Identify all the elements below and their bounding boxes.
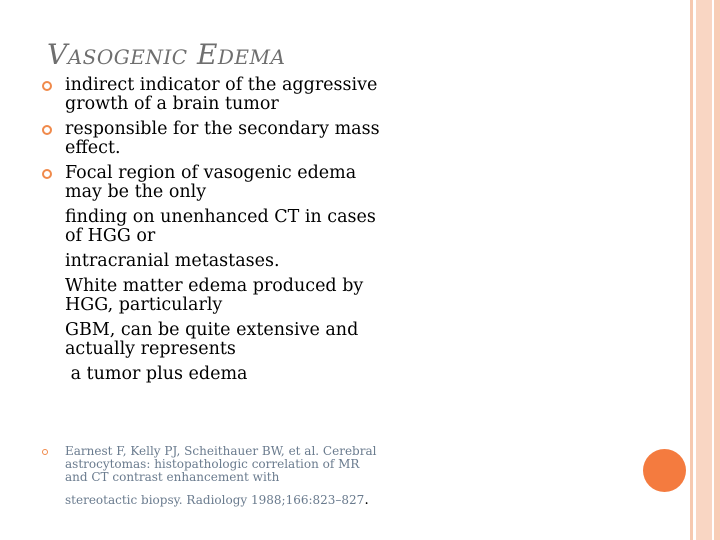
decorative-stripe-middle (696, 0, 712, 540)
bullet-text: indirect indicator of the aggressive growth of a brain tumor (65, 75, 378, 114)
continuation-line: a tumor plus edema (65, 364, 248, 384)
bullet-text: Focal region of vasogenic edema may be the only (65, 163, 357, 202)
circle-bullet-icon (42, 81, 52, 91)
continuation-line: finding on unenhanced CT in cases of HGG or (65, 207, 376, 246)
continuation-line: White matter edema produced by HGG, particularly (65, 276, 364, 315)
bullet-item (40, 164, 380, 202)
bullet-item (40, 76, 380, 114)
decorative-stripe-right (714, 0, 720, 540)
reference-continuation (40, 494, 380, 507)
reference-text-2: stereotactic biopsy. Radiology 1988;166:823–827 (65, 493, 365, 507)
decorative-circle (643, 449, 686, 492)
reference-period: . (364, 492, 369, 508)
circle-bullet-icon (42, 449, 48, 455)
continuation-line: intracranial metastases. (65, 251, 280, 271)
slide-title: Vasogenic Edema (47, 38, 286, 71)
circle-bullet-icon (42, 125, 52, 135)
slide-body (40, 76, 380, 390)
circle-bullet-icon (42, 169, 52, 179)
reference-block (40, 445, 380, 513)
decorative-stripe-left (690, 0, 693, 540)
continuation-line: GBM, can be quite extensive and actually represents (65, 320, 359, 359)
reference-text: Earnest F, Kelly PJ, Scheithauer BW, et al. Cerebral astrocytomas: histopathologic correlation of MR and CT contrast enhancement with (65, 444, 377, 484)
bullet-item (40, 120, 380, 158)
reference-item (40, 445, 380, 484)
bullet-text: responsible for the secondary mass effect. (65, 119, 380, 158)
